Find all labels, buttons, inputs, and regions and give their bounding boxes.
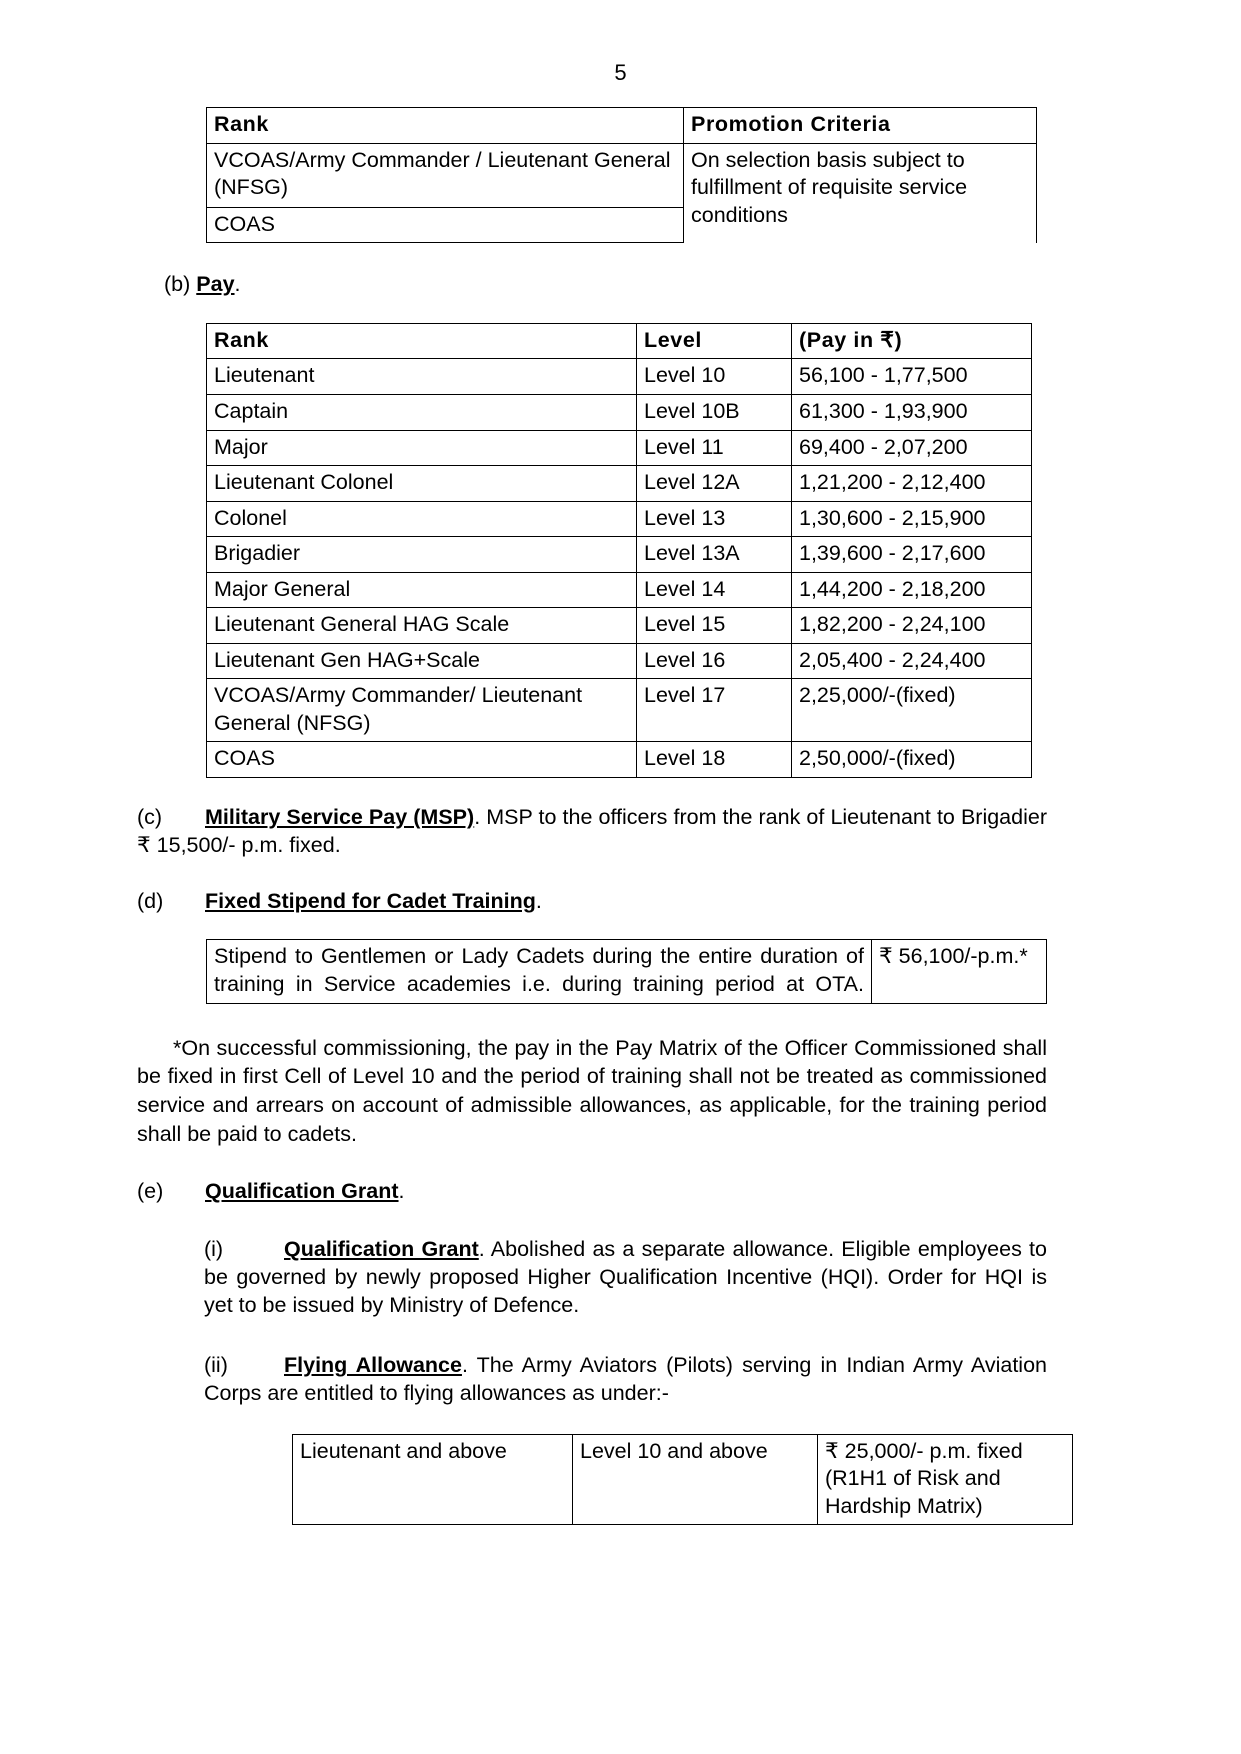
table-row [293, 1434, 1073, 1525]
table-row [207, 395, 1032, 431]
cell-level: Level 18 [637, 742, 792, 778]
table-row [207, 643, 1032, 679]
table-row [207, 608, 1032, 644]
cell-rank: Major General [207, 572, 637, 608]
section-e-body: . [398, 1179, 405, 1204]
table-row [207, 143, 1037, 207]
cell-rank: Lieutenant General HAG Scale [207, 608, 637, 644]
table-row [207, 430, 1032, 466]
section-c-body: . MSP to the officers from the rank of Lieutenant to Brigadier ₹ 15,500/- p.m. fixed. [137, 804, 1047, 857]
table-row [207, 742, 1032, 778]
table-row [207, 501, 1032, 537]
section-b-heading [164, 271, 1024, 299]
table-row [207, 359, 1032, 395]
cell-rank: Brigadier [207, 537, 637, 573]
pay-table [206, 323, 1032, 778]
cell-rank: VCOAS/Army Commander/ Lieutenant General (NFSG) [207, 679, 637, 742]
cell-rank: Captain [207, 395, 637, 431]
cell-rank: COAS [207, 742, 637, 778]
section-b-title: Pay [196, 272, 235, 297]
cell-level: Level 17 [637, 679, 792, 742]
section-e-tag: (e) [137, 1179, 164, 1204]
cell-rank: COAS [207, 207, 684, 243]
subsection-i [204, 1236, 1047, 1320]
cell-level: Level 13 [637, 501, 792, 537]
cell-pay: 2,25,000/-(fixed) [792, 679, 1032, 742]
subsection-ii-body: . The Army Aviators (Pilots) serving in Indian Army Aviation Corps are entitled to flying allowances as under:- [204, 1353, 1047, 1405]
column-header-level: Level [637, 323, 792, 359]
section-c-title: Military Service Pay (MSP) [205, 804, 475, 829]
cell-rank: Lieutenant Colonel [207, 466, 637, 502]
cell-level: Level 11 [637, 430, 792, 466]
cell-pay: 1,21,200 - 2,12,400 [792, 466, 1032, 502]
section-c [137, 804, 1047, 860]
cell-pay: 2,05,400 - 2,24,400 [792, 643, 1032, 679]
cell-pay: 1,44,200 - 2,18,200 [792, 572, 1032, 608]
table-row [207, 466, 1032, 502]
cell-stipend-description: Stipend to Gentlemen or Lady Cadets during the entire duration of training in Service academies i.e. during training period at OTA. [207, 940, 872, 1003]
page-number: 5 [614, 60, 627, 85]
table-row [207, 679, 1032, 742]
cell-amount: ₹ 25,000/- p.m. fixed (R1H1 of Risk and Hardship Matrix) [818, 1434, 1073, 1525]
section-d-tag: (d) [137, 888, 164, 913]
subsection-i-title: Qualification Grant [284, 1237, 479, 1262]
cell-pay: 69,400 - 2,07,200 [792, 430, 1032, 466]
cell-rank: Colonel [207, 501, 637, 537]
table-row [207, 572, 1032, 608]
cell-level: Level 13A [637, 537, 792, 573]
section-b-tag: (b) [164, 272, 191, 297]
cell-level: Level 16 [637, 643, 792, 679]
section-c-tag: (c) [137, 804, 163, 829]
section-d [137, 888, 1047, 916]
table-header-row [207, 108, 1037, 144]
cell-rank: Lieutenant and above [293, 1434, 573, 1525]
cell-pay: 1,82,200 - 2,24,100 [792, 608, 1032, 644]
cell-pay: 1,39,600 - 2,17,600 [792, 537, 1032, 573]
subsection-i-body: . Abolished as a separate allowance. Eligible employees to be governed by newly proposed Higher Qualification Incentive (HQI). Order for HQI is yet to be issued by Ministry of Defence. [204, 1237, 1047, 1318]
section-d-body: . [535, 888, 542, 913]
subsection-ii [204, 1352, 1047, 1408]
cell-level: Level 15 [637, 608, 792, 644]
section-b-title-suffix: . [234, 272, 241, 297]
table-header-row [207, 323, 1032, 359]
cell-level: Level 12A [637, 466, 792, 502]
column-header-rank: Rank [207, 108, 684, 144]
subsection-ii-title: Flying Allowance [284, 1353, 462, 1378]
table-row [207, 537, 1032, 573]
subsection-i-tag: (i) [204, 1237, 224, 1262]
section-e [137, 1178, 1047, 1206]
flying-allowance-table [292, 1434, 1073, 1526]
cell-level: Level 14 [637, 572, 792, 608]
cell-rank: Lieutenant [207, 359, 637, 395]
section-d-title: Fixed Stipend for Cadet Training [205, 888, 536, 913]
cell-level: Level 10 and above [573, 1434, 818, 1525]
cell-pay: 1,30,600 - 2,15,900 [792, 501, 1032, 537]
cell-level: Level 10 [637, 359, 792, 395]
cell-rank: Lieutenant Gen HAG+Scale [207, 643, 637, 679]
subsection-ii-tag: (ii) [204, 1353, 228, 1378]
stipend-table [206, 939, 1047, 1003]
commissioning-note: *On successful commissioning, the pay in the Pay Matrix of the Officer Commissioned shall be fixed in first Cell of Level 10 and the period of training shall not be treated as commissioned service and arrears on account of admissible allowances, as applicable, for the training period shall be paid to cadets. [137, 1035, 1047, 1146]
column-header-rank: Rank [207, 323, 637, 359]
column-header-promotion-criteria: Promotion Criteria [684, 108, 1037, 144]
section-e-title: Qualification Grant [205, 1179, 399, 1204]
cell-rank: VCOAS/Army Commander / Lieutenant General (NFSG) [207, 143, 684, 207]
cell-pay: 61,300 - 1,93,900 [792, 395, 1032, 431]
cell-level: Level 10B [637, 395, 792, 431]
table-row [207, 940, 1047, 1003]
cell-stipend-amount: ₹ 56,100/-p.m.* [872, 940, 1047, 1003]
cell-rank: Major [207, 430, 637, 466]
promotion-criteria-table [206, 107, 1037, 243]
cell-pay: 2,50,000/-(fixed) [792, 742, 1032, 778]
cell-promotion-criteria: On selection basis subject to fulfillment of requisite service conditions [684, 143, 1037, 243]
cell-pay: 56,100 - 1,77,500 [792, 359, 1032, 395]
column-header-pay: (Pay in ₹) [792, 323, 1032, 359]
